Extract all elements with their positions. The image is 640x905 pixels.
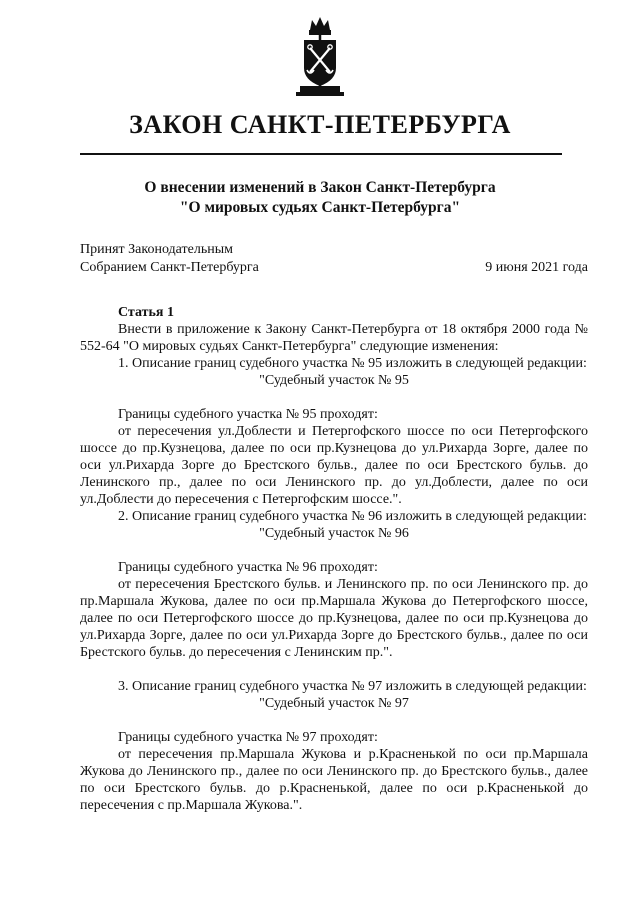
section-title: "Судебный участок № 95 <box>259 373 409 388</box>
adopted-line-1: Принят Законодательным <box>80 242 233 257</box>
article-intro: Внести в приложение к Закону Санкт-Петербурга от 18 октября 2000 года № 552-64 "О мировых судьях Санкт-Петербурга" следующие изменения: <box>80 322 588 354</box>
boundary-text: от пересечения пр.Маршала Жукова и р.Красненькой по оси пр.Маршала Жукова до Ленинского пр., далее по оси Ленинского пр. до Брестского бульв., далее по оси Брестского бульв. до р.Красненькой, далее по оси р.Красненькой до пересечения с пр.Маршала Жукова.". <box>80 747 588 813</box>
law-title: ЗАКОН САНКТ-ПЕТЕРБУРГА <box>129 110 511 139</box>
adopted-line-2: Собранием Санкт-Петербурга <box>80 260 259 275</box>
coat-of-arms-emblem <box>292 14 348 100</box>
adoption-date: 9 июня 2021 года <box>485 260 588 275</box>
boundary-text: от пересечения Брестского бульв. и Ленинского пр. по оси Ленинского пр. до пр.Маршала Жукова, далее по оси пр.Маршала Жукова до Петергофского шоссе, далее по оси Петергофского шоссе до пр.Кузнецова, далее по оси пр.Кузнецова до ул.Рихарда Зорге, далее по оси ул.Рихарда Зорге до Брестского бульв., далее по оси Брестского бульв. до пересечения с Ленинским пр.". <box>80 577 588 660</box>
item-instruction: 2. Описание границ судебного участка № 96 изложить в следующей редакции: <box>118 509 587 524</box>
item-instruction: 1. Описание границ судебного участка № 95 изложить в следующей редакции: <box>118 356 587 371</box>
item-instruction: 3. Описание границ судебного участка № 97 изложить в следующей редакции: <box>118 679 587 694</box>
subtitle-line-1: О внесении изменений в Закон Санкт-Петербурга <box>144 179 496 196</box>
subtitle-line-2: "О мировых судьях Санкт-Петербурга" <box>179 199 461 216</box>
section-title: "Судебный участок № 96 <box>259 526 409 541</box>
boundary-text: от пересечения ул.Доблести и Петергофского шоссе по оси Петергофского шоссе до пр.Кузнецова, далее по оси пр.Кузнецова до ул.Рихарда Зорге, далее по оси ул.Рихарда Зорге до Брестского бульв., далее по оси Брестского бульв. до Ленинского пр., далее по оси Ленинского пр. до ул.Доблести, далее по оси ул.Доблести до пересечения с Петергофским шоссе.". <box>80 424 588 507</box>
article-heading: Статья 1 <box>118 305 174 320</box>
law-subtitle <box>0 178 640 218</box>
adopted-by <box>80 241 259 277</box>
article-body <box>80 304 588 814</box>
boundary-intro: Границы судебного участка № 96 проходят: <box>118 560 378 575</box>
title-divider <box>80 153 562 155</box>
section-title: "Судебный участок № 97 <box>259 696 409 711</box>
boundary-intro: Границы судебного участка № 95 проходят: <box>118 407 378 422</box>
boundary-intro: Границы судебного участка № 97 проходят: <box>118 730 378 745</box>
